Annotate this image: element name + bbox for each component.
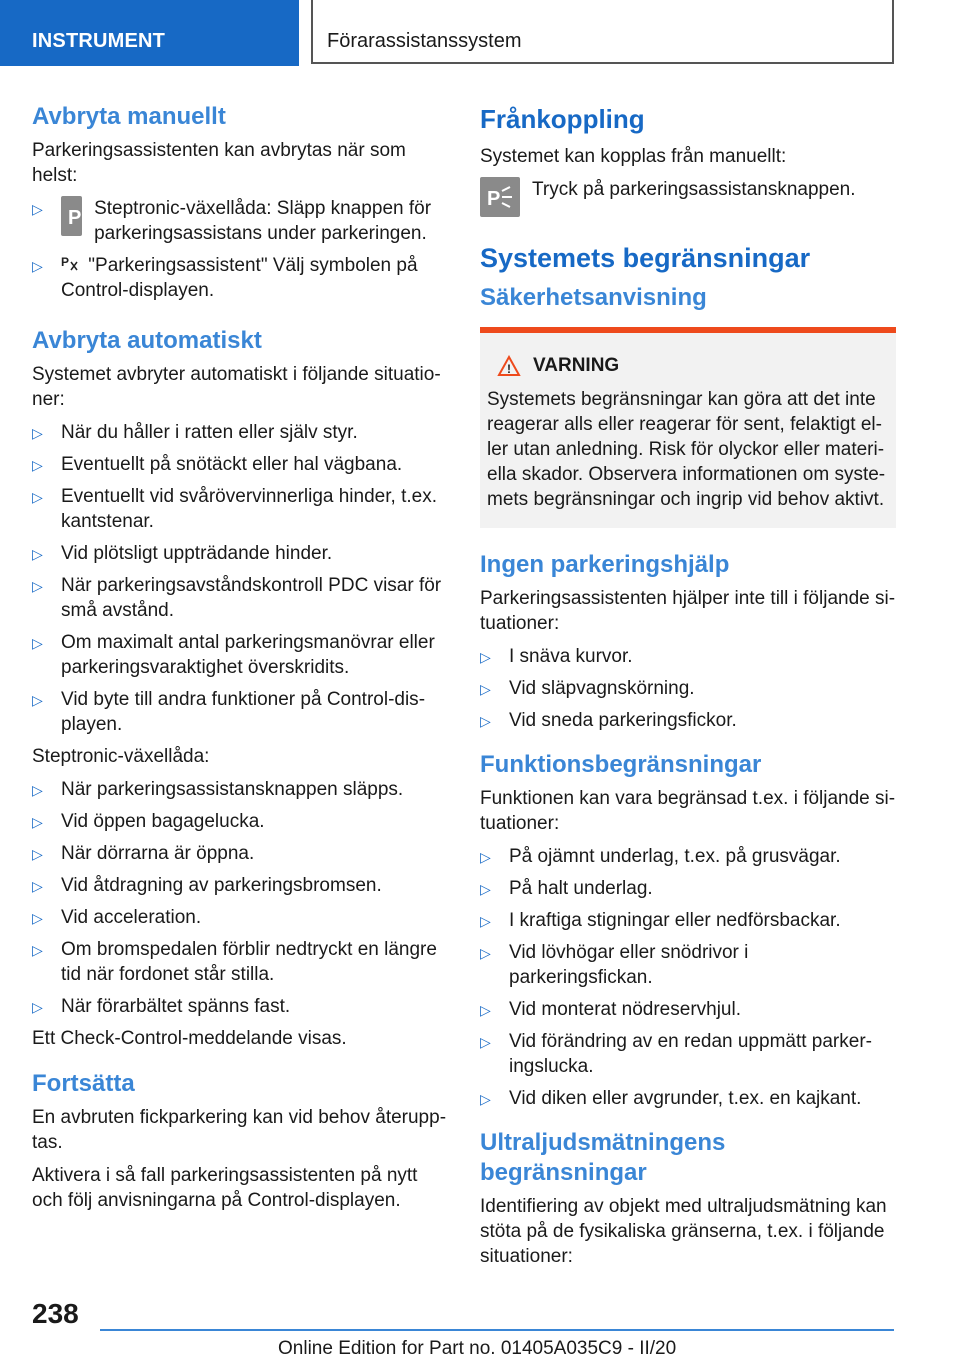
svg-text:P: P xyxy=(61,255,70,269)
list-item xyxy=(32,420,450,445)
list-item xyxy=(480,940,896,990)
header-section: INSTRUMENT xyxy=(32,30,166,52)
list-item xyxy=(480,1086,896,1111)
svg-text:P: P xyxy=(68,207,82,229)
bullet-triangle-icon: ▷ xyxy=(480,945,491,961)
section-title-abort-auto: Avbryta automatiskt xyxy=(32,327,262,354)
paragraph: Parkeringsassistenten kan avbrytas när som helst: xyxy=(32,140,406,186)
paragraph: En avbruten fickparkering kan vid behov återupptas. xyxy=(32,1107,447,1153)
list-item xyxy=(480,997,896,1022)
list-item xyxy=(480,676,896,701)
bullet-list xyxy=(32,777,450,1019)
list-item-text: I kraftiga stigningar eller nedförsbackar. xyxy=(509,910,841,931)
bullet-triangle-icon: ▷ xyxy=(32,258,43,274)
paragraph: Identifiering av objekt med ultraljudsmätning kan stöta på de fysikaliska gränserna, t.ex. i följande situationer: xyxy=(480,1196,887,1267)
list-item xyxy=(32,905,450,930)
warning-title: VARNING xyxy=(533,355,620,376)
list-item-text: På ojämnt underlag, t.ex. på grusvägar. xyxy=(509,846,841,867)
instruction-row xyxy=(480,177,896,217)
bullet-triangle-icon: ▷ xyxy=(480,649,491,665)
bullet-triangle-icon: ▷ xyxy=(32,578,43,594)
instruction-text: Tryck på parkeringsassistansknappen. xyxy=(532,179,856,200)
header-chapter: Förarassistanssystem xyxy=(327,30,522,52)
svg-text:!: ! xyxy=(507,362,511,376)
list-item xyxy=(32,809,450,834)
bullet-triangle-icon: ▷ xyxy=(32,846,43,862)
list-item-text: Vid byte till andra funktioner på Control-displayen. xyxy=(61,689,426,735)
section-title-ultrasonic-limits: Ultraljudsmätningens begränsningar xyxy=(480,1129,726,1186)
bullet-triangle-icon: ▷ xyxy=(32,546,43,562)
paragraph: Systemet avbryter automatiskt i följande situationer: xyxy=(32,364,441,410)
list-item xyxy=(32,541,450,566)
bullet-triangle-icon: ▷ xyxy=(32,878,43,894)
section-title-function-limits: Funktionsbegränsningar xyxy=(480,751,762,778)
paragraph: Systemet kan kopplas från manuellt: xyxy=(480,146,787,167)
warning-text: Systemets begränsningar kan göra att det inte reagerar alls eller reagerar för sent, felaktigt eller utan anledning. Risk för olyckor eller materiella skador. Observera informationen om systemets begränsningar och ingrip vid behov aktivt. xyxy=(487,389,886,510)
bullet-triangle-icon: ▷ xyxy=(32,782,43,798)
paragraph: Funktionen kan vara begränsad t.ex. i följande situationer: xyxy=(480,788,896,834)
section-title-safety: Säkerhetsanvisning xyxy=(480,284,707,311)
list-item xyxy=(32,452,450,477)
list-item-text: Vid diken eller avgrunder, t.ex. en kajkant. xyxy=(509,1088,862,1109)
bullet-triangle-icon: ▷ xyxy=(32,489,43,505)
bullet-triangle-icon: ▷ xyxy=(480,1034,491,1050)
footer-edition: Online Edition for Part no. 01405A035C9 - II/20 xyxy=(278,1338,677,1359)
list-item xyxy=(32,937,450,987)
list-item-text: Vid förändring av en redan uppmätt parkeringslucka. xyxy=(509,1031,872,1077)
list-item xyxy=(480,876,896,901)
bullet-triangle-icon: ▷ xyxy=(32,999,43,1015)
list-item-text: Vid acceleration. xyxy=(61,907,202,928)
bullet-triangle-icon: ▷ xyxy=(32,425,43,441)
bullet-triangle-icon: ▷ xyxy=(480,681,491,697)
list-item-text: Eventuellt vid svårövervinnerliga hinder, t.ex. kantstenar. xyxy=(61,486,437,532)
svg-text:P: P xyxy=(487,188,501,210)
list-item xyxy=(32,994,450,1019)
list-item-text: I snäva kurvor. xyxy=(509,646,633,667)
list-item xyxy=(32,253,450,303)
bullet-list xyxy=(32,420,450,737)
list-item xyxy=(480,844,896,869)
list-item-text: Vid sneda parkeringsfickor. xyxy=(509,710,737,731)
list-item-text: Steptronic-växellåda: Släpp knappen för parkeringsassistans under parkeringen. xyxy=(94,198,432,244)
list-item-text: Eventuellt på snötäckt eller hal vägbana. xyxy=(61,454,403,475)
list-item-text: "Parkeringsassistent" Välj symbolen på Control-displayen. xyxy=(61,255,418,301)
list-item-text: När förarbältet spänns fast. xyxy=(61,996,291,1017)
bullet-triangle-icon: ▷ xyxy=(32,814,43,830)
header-section-tab xyxy=(0,0,299,66)
page-section-heading: Systemets begränsningar xyxy=(480,243,811,273)
parking-assist-button-icon xyxy=(61,196,82,236)
list-item-text: När parkeringsavståndskontroll PDC visar för små avstånd. xyxy=(61,575,442,621)
list-item xyxy=(32,630,450,680)
footer-divider xyxy=(100,1329,894,1331)
page-number: 238 xyxy=(32,1298,79,1329)
list-item xyxy=(32,196,450,246)
section-title-disconnect: Frånkoppling xyxy=(480,104,645,134)
list-item-text: Vid lövhögar eller snödrivor i parkeringsfickan. xyxy=(509,942,749,988)
list-item-text: Vid monterat nödreservhjul. xyxy=(509,999,741,1020)
section-title-abort-manual: Avbryta manuellt xyxy=(32,103,226,130)
parking-assist-button-icon xyxy=(480,177,520,217)
bullet-triangle-icon: ▷ xyxy=(32,692,43,708)
parking-assist-symbol-icon xyxy=(61,254,83,274)
list-item-text: Vid åtdragning av parkeringsbromsen. xyxy=(61,875,382,896)
left-column xyxy=(32,102,450,1221)
warning-box xyxy=(480,327,896,528)
bullet-triangle-icon: ▷ xyxy=(32,635,43,651)
bullet-list xyxy=(480,644,896,733)
list-item xyxy=(32,484,450,534)
list-item xyxy=(480,644,896,669)
list-item xyxy=(32,841,450,866)
list-item-text: När du håller i ratten eller själv styr. xyxy=(61,422,358,443)
list-item-text: Om maximalt antal parkeringsmanövrar eller parkeringsvaraktighet överskridits. xyxy=(61,632,435,678)
paragraph: Steptronic-växellåda: xyxy=(32,746,210,767)
bullet-triangle-icon: ▷ xyxy=(32,910,43,926)
list-item-text: Om bromspedalen förblir nedtryckt en längre tid när fordonet står stilla. xyxy=(61,939,437,985)
bullet-triangle-icon: ▷ xyxy=(480,1002,491,1018)
list-item xyxy=(480,1029,896,1079)
section-title-continue: Fortsätta xyxy=(32,1070,135,1097)
bullet-triangle-icon: ▷ xyxy=(32,942,43,958)
list-item-text: Vid släpvagnskörning. xyxy=(509,678,695,699)
section-title-no-parking-aid: Ingen parkeringshjälp xyxy=(480,551,730,578)
list-item-text: Vid plötsligt uppträdande hinder. xyxy=(61,543,333,564)
bullet-triangle-icon: ▷ xyxy=(480,913,491,929)
list-item-text: När dörrarna är öppna. xyxy=(61,843,255,864)
list-item-text: När parkeringsassistansknappen släpps. xyxy=(61,779,404,800)
bullet-triangle-icon: ▷ xyxy=(480,881,491,897)
warning-header xyxy=(497,355,889,377)
right-column xyxy=(480,102,896,1277)
bullet-triangle-icon: ▷ xyxy=(480,713,491,729)
header-chapter-box xyxy=(311,0,894,64)
bullet-triangle-icon: ▷ xyxy=(480,1091,491,1107)
warning-triangle-icon xyxy=(497,355,521,377)
list-item xyxy=(32,777,450,802)
list-item xyxy=(480,908,896,933)
bullet-list xyxy=(480,844,896,1111)
list-item-text: Vid öppen bagagelucka. xyxy=(61,811,265,832)
bullet-triangle-icon: ▷ xyxy=(32,457,43,473)
bullet-list xyxy=(32,196,450,303)
bullet-triangle-icon: ▷ xyxy=(32,201,43,217)
list-item xyxy=(32,687,450,737)
list-item xyxy=(32,873,450,898)
paragraph: Parkeringsassistenten hjälper inte till i följande situationer: xyxy=(480,588,896,634)
list-item-text: På halt underlag. xyxy=(509,878,653,899)
list-item xyxy=(32,573,450,623)
paragraph: Ett Check-Control-meddelande visas. xyxy=(32,1028,347,1049)
bullet-triangle-icon: ▷ xyxy=(480,849,491,865)
list-item xyxy=(480,708,896,733)
paragraph: Aktivera i så fall parkeringsassistenten på nytt och följ anvisningarna på Control-displayen. xyxy=(32,1165,418,1211)
